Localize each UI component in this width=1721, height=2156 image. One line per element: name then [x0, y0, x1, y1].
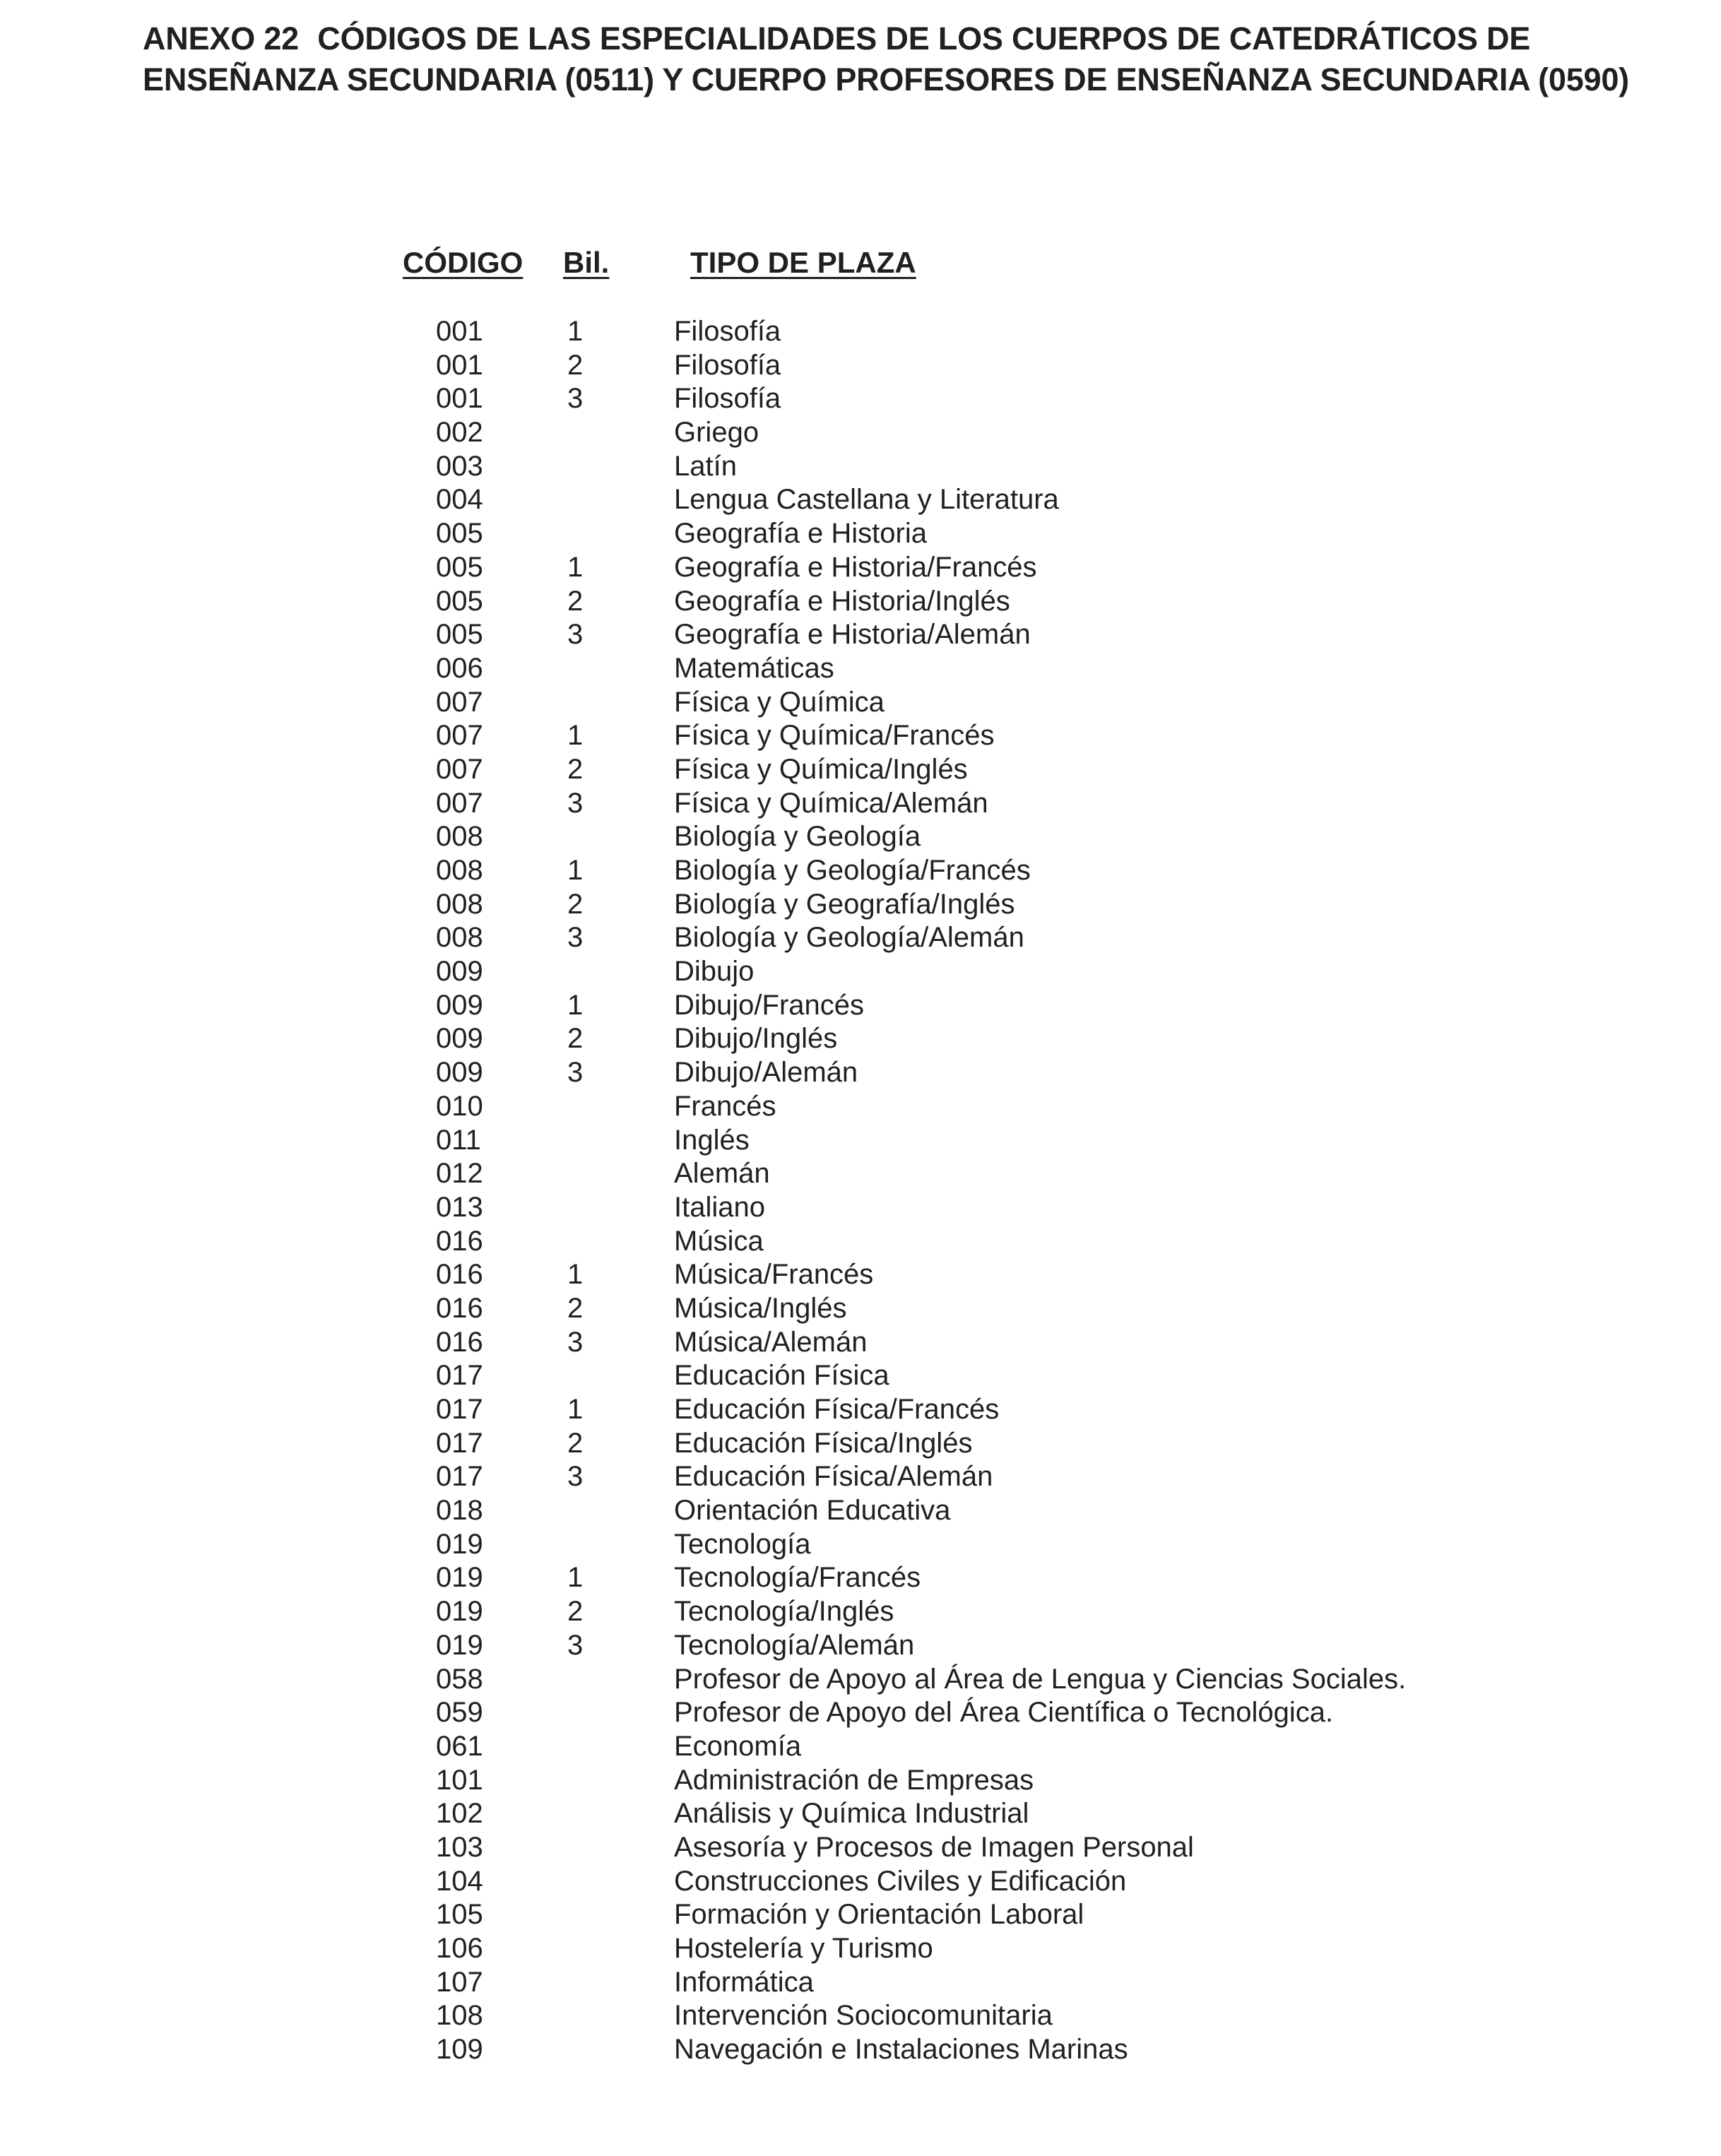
table-row	[0, 1998, 1721, 2032]
row-code: 019	[436, 1596, 483, 1628]
table-row	[0, 381, 1721, 415]
row-code: 001	[436, 383, 483, 415]
table-header	[0, 246, 1721, 288]
row-code: 059	[436, 1697, 483, 1729]
table-row	[0, 1123, 1721, 1157]
row-bil: 3	[567, 1461, 584, 1493]
header-tipo-de-plaza: TIPO DE PLAZA	[690, 246, 916, 279]
row-tipo-de-plaza: Administración de Empresas	[674, 1764, 1034, 1796]
row-bil: 2	[567, 1596, 584, 1628]
row-code: 003	[436, 450, 483, 482]
row-code: 006	[436, 652, 483, 684]
row-code: 016	[436, 1225, 483, 1257]
row-code: 009	[436, 989, 483, 1021]
row-tipo-de-plaza: Física y Química/Francés	[674, 720, 995, 752]
row-code: 005	[436, 551, 483, 583]
table-row	[0, 1931, 1721, 1965]
table-row	[0, 2032, 1721, 2066]
row-code: 008	[436, 821, 483, 853]
row-code: 007	[436, 787, 483, 819]
table-row	[0, 1796, 1721, 1830]
row-bil: 3	[567, 619, 584, 651]
table-row	[0, 819, 1721, 853]
row-code: 001	[436, 349, 483, 381]
table-row	[0, 449, 1721, 483]
row-tipo-de-plaza: Filosofía	[674, 383, 781, 415]
row-bil: 3	[567, 383, 584, 415]
row-code: 017	[436, 1394, 483, 1425]
row-bil: 1	[567, 316, 584, 347]
row-code: 008	[436, 922, 483, 954]
row-code: 017	[436, 1461, 483, 1493]
row-tipo-de-plaza: Geografía e Historia/Inglés	[674, 585, 1010, 617]
row-tipo-de-plaza: Biología y Geología/Alemán	[674, 922, 1024, 954]
row-tipo-de-plaza: Economía	[674, 1730, 802, 1762]
table-row	[0, 1089, 1721, 1123]
row-tipo-de-plaza: Biología y Geología/Francés	[674, 855, 1031, 886]
row-code: 005	[436, 518, 483, 550]
row-code: 109	[436, 2034, 483, 2066]
row-tipo-de-plaza: Profesor de Apoyo al Área de Lengua y Ciencias Sociales.	[674, 1663, 1407, 1695]
row-code: 016	[436, 1292, 483, 1324]
table-row	[0, 617, 1721, 651]
row-bil: 2	[567, 1292, 584, 1324]
row-tipo-de-plaza: Física y Química	[674, 686, 885, 718]
row-code: 019	[436, 1528, 483, 1560]
row-code: 005	[436, 585, 483, 617]
row-tipo-de-plaza: Inglés	[674, 1124, 750, 1156]
row-code: 101	[436, 1764, 483, 1796]
row-code: 058	[436, 1663, 483, 1695]
table-row	[0, 1257, 1721, 1291]
row-code: 013	[436, 1191, 483, 1223]
table-row	[0, 482, 1721, 516]
row-tipo-de-plaza: Física y Química/Inglés	[674, 753, 968, 785]
row-bil: 3	[567, 1629, 584, 1661]
table-row	[0, 988, 1721, 1022]
row-bil: 3	[567, 922, 584, 954]
row-tipo-de-plaza: Matemáticas	[674, 652, 834, 684]
table-row	[0, 1459, 1721, 1493]
table-row	[0, 1965, 1721, 1999]
table-row	[0, 853, 1721, 887]
table-row	[0, 718, 1721, 752]
row-bil: 2	[567, 585, 584, 617]
row-tipo-de-plaza: Tecnología/Alemán	[674, 1629, 915, 1661]
row-tipo-de-plaza: Latín	[674, 450, 737, 482]
row-code: 016	[436, 1259, 483, 1291]
row-tipo-de-plaza: Griego	[674, 417, 759, 449]
row-bil: 2	[567, 1023, 584, 1055]
row-code: 106	[436, 1933, 483, 1964]
table-row	[0, 1695, 1721, 1729]
row-code: 108	[436, 2000, 483, 2032]
row-tipo-de-plaza: Tecnología	[674, 1528, 811, 1560]
row-tipo-de-plaza: Dibujo/Alemán	[674, 1057, 858, 1089]
row-tipo-de-plaza: Biología y Geología	[674, 821, 921, 853]
row-bil: 1	[567, 1562, 584, 1594]
table-row	[0, 651, 1721, 685]
row-tipo-de-plaza: Informática	[674, 1966, 814, 1998]
table-row	[0, 1662, 1721, 1696]
row-tipo-de-plaza: Música/Francés	[674, 1259, 874, 1291]
row-code: 001	[436, 316, 483, 347]
row-tipo-de-plaza: Italiano	[674, 1191, 765, 1223]
row-tipo-de-plaza: Intervención Sociocomunitaria	[674, 2000, 1053, 2032]
row-code: 007	[436, 686, 483, 718]
table-row	[0, 1527, 1721, 1561]
table-row	[0, 1358, 1721, 1392]
table-row	[0, 1426, 1721, 1460]
row-code: 009	[436, 956, 483, 988]
table-row	[0, 1897, 1721, 1931]
table-row	[0, 314, 1721, 348]
row-tipo-de-plaza: Filosofía	[674, 349, 781, 381]
row-tipo-de-plaza: Orientación Educativa	[674, 1495, 951, 1527]
row-bil: 2	[567, 1427, 584, 1459]
row-code: 019	[436, 1562, 483, 1594]
row-tipo-de-plaza: Música/Alemán	[674, 1326, 868, 1358]
row-bil: 3	[567, 1057, 584, 1089]
table-row	[0, 887, 1721, 921]
row-code: 007	[436, 753, 483, 785]
header-codigo: CÓDIGO	[403, 246, 524, 279]
table-row	[0, 1560, 1721, 1594]
row-tipo-de-plaza: Dibujo	[674, 956, 755, 988]
page-title	[143, 18, 1697, 100]
table-row	[0, 1055, 1721, 1089]
row-tipo-de-plaza: Filosofía	[674, 316, 781, 347]
row-code: 017	[436, 1427, 483, 1459]
row-bil: 3	[567, 787, 584, 819]
row-code: 009	[436, 1057, 483, 1089]
row-code: 008	[436, 855, 483, 886]
row-tipo-de-plaza: Construcciones Civiles y Edificación	[674, 1865, 1127, 1897]
table-row	[0, 1729, 1721, 1763]
row-code: 008	[436, 888, 483, 920]
table-row	[0, 1156, 1721, 1190]
table-row	[0, 516, 1721, 550]
row-tipo-de-plaza: Educación Física/Francés	[674, 1394, 1000, 1425]
row-bil: 1	[567, 551, 584, 583]
row-tipo-de-plaza: Tecnología/Inglés	[674, 1596, 894, 1628]
table-row	[0, 1493, 1721, 1527]
row-tipo-de-plaza: Dibujo/Francés	[674, 989, 865, 1021]
row-tipo-de-plaza: Asesoría y Procesos de Imagen Personal	[674, 1831, 1194, 1863]
table-row	[0, 550, 1721, 584]
table-row	[0, 1021, 1721, 1055]
table-row	[0, 1325, 1721, 1359]
row-tipo-de-plaza: Navegación e Instalaciones Marinas	[674, 2034, 1128, 2066]
row-code: 104	[436, 1865, 483, 1897]
table-row	[0, 1763, 1721, 1797]
row-code: 007	[436, 720, 483, 752]
row-bil: 1	[567, 1259, 584, 1291]
row-tipo-de-plaza: Tecnología/Francés	[674, 1562, 921, 1594]
table-row	[0, 1594, 1721, 1628]
row-code: 016	[436, 1326, 483, 1358]
row-tipo-de-plaza: Educación Física	[674, 1360, 889, 1392]
row-code: 009	[436, 1023, 483, 1055]
row-tipo-de-plaza: Análisis y Química Industrial	[674, 1798, 1029, 1830]
row-bil: 2	[567, 349, 584, 381]
table-row	[0, 348, 1721, 382]
row-tipo-de-plaza: Música	[674, 1225, 764, 1257]
row-bil: 2	[567, 888, 584, 920]
row-tipo-de-plaza: Música/Inglés	[674, 1292, 847, 1324]
row-code: 017	[436, 1360, 483, 1392]
row-code: 019	[436, 1629, 483, 1661]
row-tipo-de-plaza: Formación y Orientación Laboral	[674, 1899, 1084, 1931]
table-row	[0, 584, 1721, 618]
specialties-list	[0, 314, 1721, 2066]
row-tipo-de-plaza: Educación Física/Alemán	[674, 1461, 993, 1493]
row-code: 011	[436, 1124, 481, 1156]
row-tipo-de-plaza: Biología y Geografía/Inglés	[674, 888, 1015, 920]
row-tipo-de-plaza: Lengua Castellana y Literatura	[674, 484, 1059, 516]
table-row	[0, 786, 1721, 820]
table-row	[0, 685, 1721, 719]
table-row	[0, 954, 1721, 988]
row-tipo-de-plaza: Geografía e Historia	[674, 518, 927, 550]
table-row	[0, 1224, 1721, 1258]
table-row	[0, 1291, 1721, 1325]
row-tipo-de-plaza: Geografía e Historia/Alemán	[674, 619, 1031, 651]
table-row	[0, 1864, 1721, 1898]
row-bil: 1	[567, 1394, 584, 1425]
row-code: 061	[436, 1730, 483, 1762]
row-tipo-de-plaza: Física y Química/Alemán	[674, 787, 988, 819]
row-code: 107	[436, 1966, 483, 1998]
row-tipo-de-plaza: Alemán	[674, 1158, 770, 1190]
table-row	[0, 920, 1721, 954]
row-bil: 2	[567, 753, 584, 785]
table-row	[0, 415, 1721, 449]
row-bil: 1	[567, 855, 584, 886]
annex-title-text: CÓDIGOS DE LAS ESPECIALIDADES DE LOS CUERPOS DE CATEDRÁTICOS DE ENSEÑANZA SECUNDARIA (0511) Y CUERPO PROFESORES DE ENSEÑANZA SECUNDARIA (0590)	[143, 20, 1629, 97]
row-bil: 1	[567, 989, 584, 1021]
row-tipo-de-plaza: Profesor de Apoyo del Área Científica o Tecnológica.	[674, 1697, 1334, 1729]
row-tipo-de-plaza: Geografía e Historia/Francés	[674, 551, 1037, 583]
row-code: 012	[436, 1158, 483, 1190]
row-tipo-de-plaza: Hostelería y Turismo	[674, 1933, 933, 1964]
annex-number: ANEXO 22	[143, 20, 299, 57]
row-tipo-de-plaza: Francés	[674, 1090, 776, 1122]
row-code: 004	[436, 484, 483, 516]
row-bil: 1	[567, 720, 584, 752]
row-tipo-de-plaza: Dibujo/Inglés	[674, 1023, 838, 1055]
row-code: 005	[436, 619, 483, 651]
table-row	[0, 1190, 1721, 1224]
row-tipo-de-plaza: Educación Física/Inglés	[674, 1427, 973, 1459]
table-row	[0, 1830, 1721, 1864]
row-code: 105	[436, 1899, 483, 1931]
row-code: 102	[436, 1798, 483, 1830]
header-bil: Bil.	[563, 246, 610, 279]
table-row	[0, 752, 1721, 786]
row-code: 010	[436, 1090, 483, 1122]
table-row	[0, 1392, 1721, 1426]
row-code: 103	[436, 1831, 483, 1863]
row-bil: 3	[567, 1326, 584, 1358]
row-code: 002	[436, 417, 483, 449]
table-row	[0, 1628, 1721, 1662]
row-code: 018	[436, 1495, 483, 1527]
